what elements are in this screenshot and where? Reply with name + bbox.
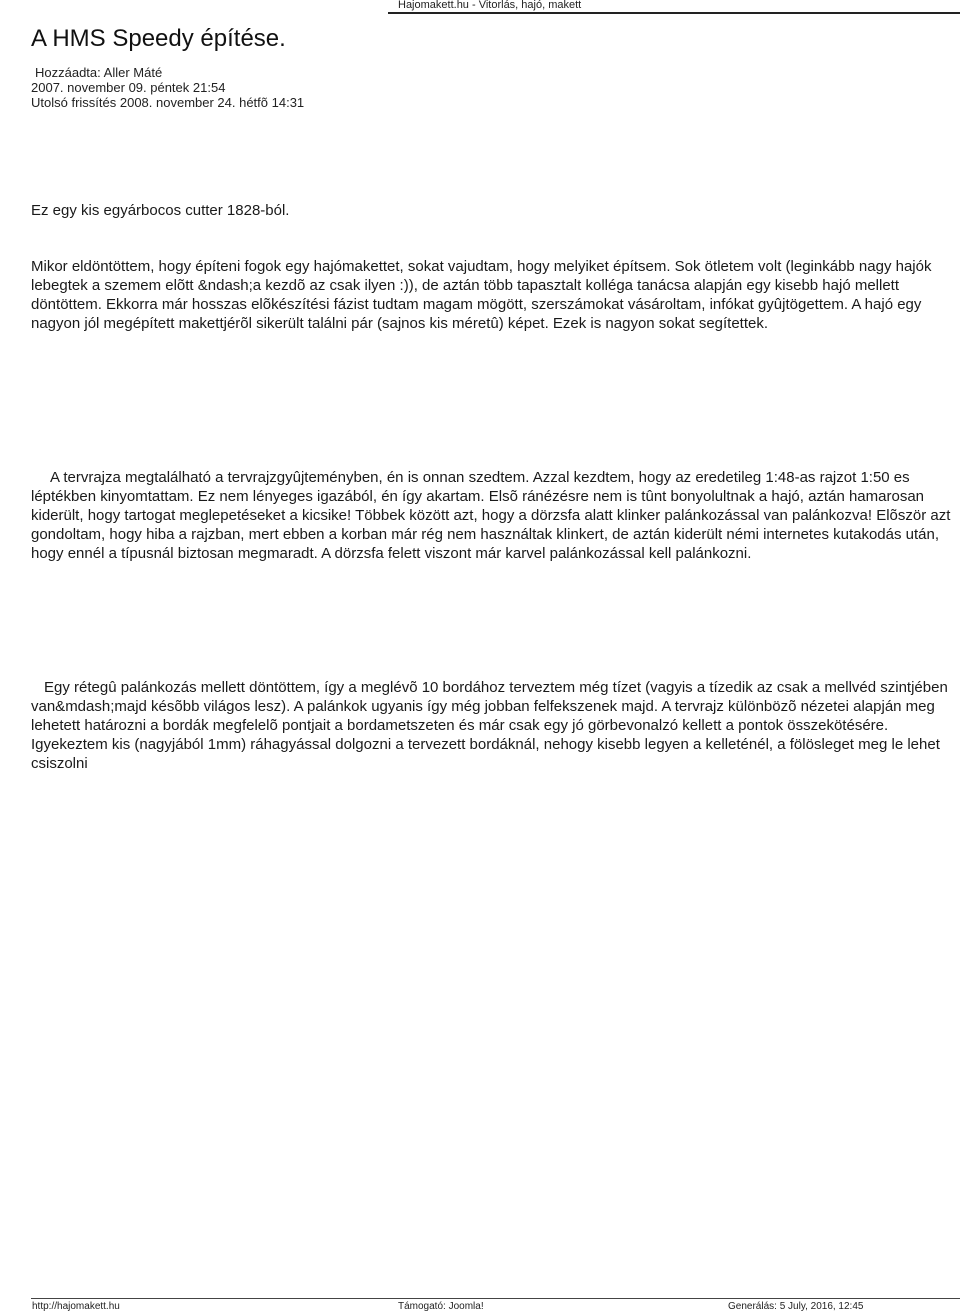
created-date: 2007. november 09. péntek 21:54 bbox=[31, 80, 226, 95]
article-intro: Ez egy kis egyárbocos cutter 1828-ból. bbox=[31, 202, 290, 219]
updated-date: Utolsó frissítés 2008. november 24. hétfõ 14:31 bbox=[31, 95, 305, 110]
article-paragraph-1: Mikor eldöntöttem, hogy építeni fogok egy hajómakettet, sokat vajudtam, hogy melyiket építsem. Sok ötletem volt (leginkább nagy hajók lebegtek a szemem elõtt &ndash;a kezdõ az csak ilyen :)), de aztán több tapasztalt kolléga tanácsa alapján egy kisebb hajó mellett döntöttem. Ekkorra már hosszas elõkészítési fázist tudtam magam mögött, szerszámokat vásároltam, infókat gyûjtögettem. A hajó egy nagyon jól megépített makettjérõl sikerült találni pár (sajnos kis méretû) képet. Ezek is nagyon sokat segítettek. bbox=[31, 258, 932, 332]
footer-sponsor: Támogató: Joomla! bbox=[398, 1301, 484, 1312]
article-meta bbox=[31, 65, 304, 110]
header-divider bbox=[388, 12, 960, 14]
site-header-title: Hajomakett.hu - Vitorlás, hajó, makett bbox=[398, 0, 582, 11]
footer-generated: Generálás: 5 July, 2016, 12:45 bbox=[728, 1301, 864, 1312]
article-title: A HMS Speedy építése. bbox=[31, 25, 286, 52]
article-paragraph-2: A tervrajza megtalálható a tervrajzgyûjteményben, én is onnan szedtem. Azzal kezdtem, hogy az eredetileg 1:48-as rajzot 1:50 es léptékben kinyomtattam. Ez nem lényeges igazából, én így akartam. Elsõ ránézésre nem is tûnt bonyolultnak a hajó, aztán hamarosan kiderült, hogy tartogat meglepetéseket a kicsike! Többek között azt, hogy a dörzsfa alatt klinker palánkozással van palánkozva! Elõször azt gondoltam, hogy hiba a rajzban, mert ebben a korban már rég nem használtak klinkert, de aztán kiderült némi internetes kutakodás után, hogy ennél a típusnál biztosan megmaradt. A dörzsfa felett viszont már karvel palánkozással kell palánkozni. bbox=[31, 469, 951, 562]
footer-divider bbox=[31, 1298, 960, 1299]
footer-url-link[interactable]: http://hajomakett.hu bbox=[32, 1301, 120, 1312]
article-paragraph-3: Egy rétegû palánkozás mellett döntöttem, így a meglévõ 10 bordához terveztem még tízet (vagyis a tízedik az csak a mellvéd szintjében van&mdash;majd késõbb világos lesz). A palánkok ugyanis így még jobban felfekszenek majd. A tervrajz különbözõ nézetei alapján meg lehetett határozni a bordák megfelelõ pontjait a bordametszeten és már csak egy jó görbevonalzó kellett a pontok összekötésére. Igyekeztem kis (nagyjából 1mm) ráhagyással dolgozni a tervezett bordáknál, nehogy kisebb legyen a kelleténél, a fölösleget meg le lehet csiszolni bbox=[31, 679, 948, 772]
author-line: Hozzáadta: Aller Máté bbox=[35, 65, 163, 80]
